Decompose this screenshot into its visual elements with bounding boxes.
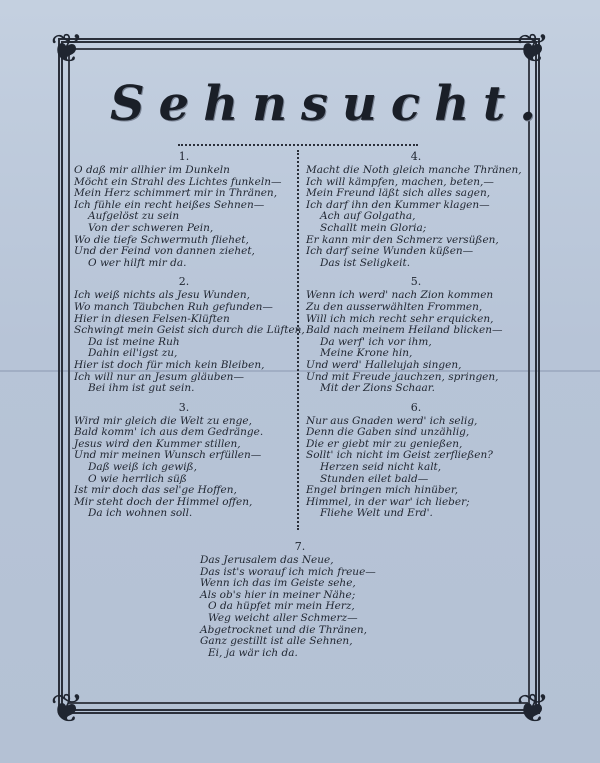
corner-ornament-icon: ❦ [50, 26, 84, 72]
verse-line: Engel bringen mich hinüber, [306, 484, 459, 497]
stanza-6 [306, 401, 526, 520]
verse-line: Ich darf seine Wunden küßen— [306, 245, 474, 258]
verse-line: Er kann mir den Schmerz versüßen, [306, 233, 499, 246]
verse-line: Ich fühle ein recht heißes Sehnen— [74, 198, 265, 211]
verse-line: Dahin eil'igst zu, [88, 347, 178, 360]
verse-line: Macht die Noth gleich manche Thränen, [306, 164, 522, 176]
verse-line: Himmel, in der war' ich lieber; [306, 495, 470, 508]
verse-line: Mein Freund läßt sich alles sagen, [306, 187, 491, 200]
verse-line: Wird mir gleich die Welt zu enge, [74, 414, 252, 427]
verse-line: Und der Feind von dannen ziehet, [74, 245, 255, 258]
verse-line: Zu den ausserwählten Frommen, [306, 300, 483, 313]
verse-line: Das ist Seligkeit. [320, 256, 411, 269]
right-column [306, 150, 526, 526]
verse-line: Wo die tiefe Schwermuth fliehet, [74, 233, 249, 246]
verse-line: Da werf' ich vor ihm, [320, 335, 432, 348]
stanza-1 [74, 150, 294, 269]
verse-line: Und mir meinen Wunsch erfüllen— [74, 449, 262, 462]
verse-line: Bald nach meinem Heiland blicken— [306, 324, 503, 337]
stanza-number: 3. [178, 400, 190, 414]
verse-line: O da hüpfet mir mein Herz, [208, 600, 355, 613]
verse-line: O wie herrlich süß [88, 472, 187, 485]
verse-line: Ich will nur an Jesum gläuben— [74, 370, 244, 383]
verse-line: O wer hilft mir da. [88, 256, 187, 269]
verse-line: Ei, ja wär ich da. [208, 646, 298, 659]
verse-line: Wenn ich werd' nach Zion kommen [306, 289, 494, 302]
stanza-5 [306, 275, 526, 394]
verse-line: Fliehe Welt und Erd'. [320, 507, 433, 520]
verse-line: Ach auf Golgatha, [320, 210, 416, 223]
verse-line: Bei ihm ist gut sein. [88, 382, 195, 395]
stanza-number: 2. [178, 275, 190, 289]
verse-line: Wo manch Täubchen Ruh gefunden— [74, 300, 273, 313]
stanza-number: 7. [294, 540, 306, 553]
stanza-number: 6. [410, 400, 422, 414]
verse-line: Weg weicht aller Schmerz— [208, 611, 358, 624]
verse-line: Wenn ich das im Geiste sehe, [200, 577, 356, 590]
left-column [74, 150, 305, 526]
verse-line: Ich darf ihn den Kummer klagen— [306, 198, 490, 211]
corner-ornament-icon: ❦ [516, 686, 550, 732]
verse-line: Möcht ein Strahl des Lichtes funkeln— [74, 175, 282, 188]
verse-line: Jesus wird den Kummer stillen, [74, 437, 241, 450]
verse-line: Herzen seid nicht kalt, [320, 461, 442, 474]
verse-line: Da ist meine Ruh [88, 335, 180, 348]
verse-line: Will ich mich recht sehr erquicken, [306, 312, 494, 325]
verse-line: Aufgelöst zu sein [88, 210, 180, 223]
title-rule [178, 136, 418, 146]
column-divider [297, 150, 301, 530]
verse-line: Bald komm' ich aus dem Gedränge. [74, 426, 264, 439]
corner-ornament-icon: ❦ [516, 26, 550, 72]
stanza-number: 5. [410, 275, 422, 289]
verse-line: Ganz gestillt ist alle Sehnen, [200, 635, 353, 648]
verse-line: Hier in diesen Felsen-Klüften [74, 312, 230, 325]
stanza-4 [306, 150, 526, 269]
verse-line: Meine Krone hin, [320, 347, 413, 360]
verse-line: Ich weiß nichts als Jesu Wunden, [74, 289, 250, 302]
verse-line: Abgetrocknet und die Thränen, [200, 623, 367, 636]
verse-line: Das Jerusalem das Neue, [200, 554, 334, 566]
verse-line: O daß mir allhier im Dunkeln [74, 164, 230, 176]
verse-line: Und mit Freude jauchzen, springen, [306, 370, 499, 383]
verse-line: Mit der Zions Schaar. [320, 382, 435, 395]
verse-line: Hier ist doch für mich kein Bleiben, [74, 358, 265, 371]
verse-line: Denn die Gaben sind unzählig, [306, 426, 470, 439]
verse-line: Mein Herz schimmert mir in Thränen, [74, 187, 278, 200]
verse-line: Stunden eilet bald— [320, 472, 429, 485]
verse-line: Das ist's worauf ich mich freue— [200, 565, 376, 578]
verse-line: Daß weiß ich gewiß, [88, 461, 197, 474]
stanza-2 [74, 275, 305, 395]
corner-ornament-icon: ❦ [50, 686, 84, 732]
verse-line: Ist mir doch das sel'ge Hoffen, [74, 484, 237, 497]
verse-line: Mir steht doch der Himmel offen, [74, 495, 253, 508]
verse-line: Von der schweren Pein, [88, 221, 214, 234]
page-title: Sehnsucht. [110, 76, 550, 132]
verse-line: Und werd' Hallelujah singen, [306, 358, 462, 371]
verse-line: Die er giebt mir zu genießen, [306, 437, 463, 450]
stanza-number: 4. [410, 150, 422, 163]
verse-line: Nur aus Gnaden werd' ich selig, [306, 414, 478, 427]
verse-line: Da ich wohnen soll. [88, 507, 193, 520]
verse-line: Sollt' ich nicht im Geist zerfließen? [306, 449, 493, 462]
verse-line: Ich will kämpfen, machen, beten,— [306, 175, 494, 188]
stanza-number: 1. [178, 150, 190, 163]
verse-line: Schallt mein Gloria; [320, 221, 427, 234]
stanza-7 [200, 540, 400, 659]
verse-line: Als ob's hier in meiner Nähe; [200, 588, 356, 601]
verse-line: Schwingt mein Geist sich durch die Lüften, [74, 324, 305, 337]
stanza-3 [74, 401, 294, 520]
